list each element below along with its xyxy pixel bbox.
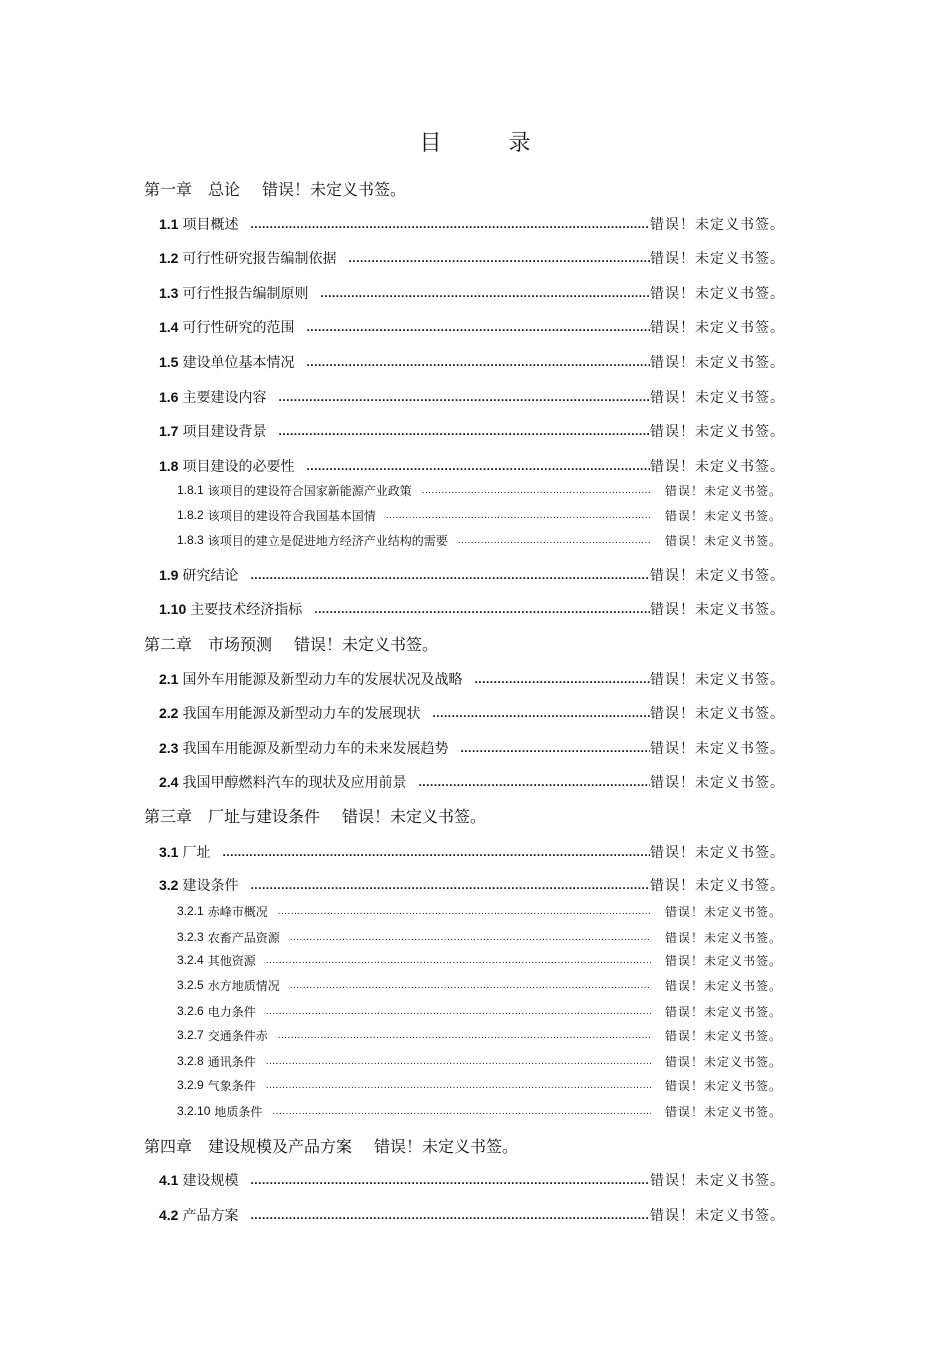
- toc-dot-leader: [306, 355, 650, 369]
- toc-page-ref: 错误！未定义书签。: [650, 251, 785, 267]
- toc-entry-label: 其他资源: [207, 953, 256, 968]
- toc-subsection-entry[interactable]: [177, 975, 782, 995]
- toc-dot-leader: [314, 602, 650, 616]
- toc-entry-label: 项目建设的必要性: [182, 459, 295, 475]
- toc-entry-number: 1.7: [159, 423, 179, 439]
- toc-dot-leader: [306, 459, 650, 473]
- toc-entry-number: 1.8: [159, 458, 179, 474]
- toc-section-entry[interactable]: [159, 840, 785, 864]
- toc-dot-leader: [266, 1056, 651, 1067]
- toc-page-ref: 错误！未定义书签。: [650, 878, 785, 894]
- toc-dot-leader: [290, 932, 651, 943]
- toc-entry-number: 1.3: [159, 285, 179, 301]
- toc-dot-leader: [320, 286, 650, 300]
- toc-entry-label: 我国甲醇燃料汽车的现状及应用前景: [182, 775, 407, 791]
- toc-page-ref: 错误！未定义书签。: [664, 953, 782, 968]
- toc-chapter-entry[interactable]: [144, 803, 486, 827]
- toc-section-entry[interactable]: [159, 281, 785, 305]
- toc-entry-label: 我国车用能源及新型动力车的发展现状: [182, 706, 421, 722]
- toc-dot-leader: [278, 390, 650, 404]
- toc-dot-leader: [266, 1080, 651, 1091]
- toc-entry-number: 3.2.9: [177, 1078, 204, 1092]
- toc-section-entry[interactable]: [159, 736, 785, 760]
- toc-section-entry[interactable]: [159, 701, 785, 725]
- toc-subsection-entry[interactable]: [177, 1075, 782, 1095]
- toc-entry-label: 总论: [208, 179, 241, 199]
- toc-subsection-entry[interactable]: [177, 1001, 782, 1021]
- toc-dot-leader: [418, 775, 650, 789]
- toc-page-ref: 错误！未定义书签。: [664, 1004, 782, 1019]
- toc-section-entry[interactable]: [159, 770, 785, 794]
- toc-section-entry[interactable]: [159, 1168, 785, 1192]
- toc-entry-number: 3.2.5: [177, 978, 204, 992]
- toc-entry-number: 第二章: [144, 634, 193, 654]
- toc-dot-leader: [250, 1173, 650, 1187]
- toc-entry-number: 1.8.2: [177, 508, 204, 522]
- toc-entry-label: 地质条件: [214, 1104, 263, 1119]
- toc-page-ref: 错误！未定义书签。: [374, 1136, 519, 1156]
- toc-entry-label: 建设条件: [182, 878, 239, 894]
- toc-chapter-entry[interactable]: [144, 1133, 518, 1157]
- toc-entry-number: 3.2.7: [177, 1028, 204, 1042]
- toc-entry-label: 建设规模: [182, 1173, 239, 1189]
- toc-entry-number: 第三章: [144, 806, 193, 826]
- toc-entry-number: 4.1: [159, 1172, 179, 1188]
- toc-entry-label: 该项目的建设符合我国基本国情: [207, 508, 376, 523]
- toc-entry-label: 厂址与建设条件: [208, 806, 321, 826]
- toc-entry-label: 交通条件赤: [207, 1028, 268, 1043]
- toc-entry-label: 建设单位基本情况: [182, 355, 295, 371]
- toc-dot-leader: [250, 878, 650, 892]
- toc-section-entry[interactable]: [159, 454, 785, 478]
- toc-entry-label: 厂址: [182, 845, 211, 861]
- toc-page-ref: 错误！未定义书签。: [664, 978, 782, 993]
- toc-entry-label: 该项目的建设符合国家新能源产业政策: [207, 483, 412, 498]
- toc-entry-number: 2.1: [159, 671, 179, 687]
- toc-page-ref: 错误！未定义书签。: [342, 806, 487, 826]
- toc-page-ref: 错误！未定义书签。: [664, 1028, 782, 1043]
- toc-subsection-entry[interactable]: [177, 480, 782, 500]
- toc-page-ref: 错误！未定义书签。: [650, 459, 785, 475]
- toc-page-ref: 错误！未定义书签。: [650, 424, 785, 440]
- toc-entry-number: 3.2.10: [177, 1104, 211, 1118]
- toc-entry-label: 可行性研究报告编制依据: [182, 251, 337, 267]
- toc-entry-number: 1.4: [159, 319, 179, 335]
- toc-page-ref: 错误！未定义书签。: [650, 286, 785, 302]
- toc-entry-number: 1.2: [159, 250, 179, 266]
- toc-entry-number: 2.2: [159, 705, 179, 721]
- toc-subsection-entry[interactable]: [177, 1101, 782, 1121]
- toc-entry-label: 项目建设背景: [182, 424, 267, 440]
- toc-entry-label: 赤峰市概况: [207, 904, 268, 919]
- toc-section-entry[interactable]: [159, 597, 785, 621]
- toc-dot-leader: [272, 1106, 651, 1117]
- toc-page-ref: 错误！未定义书签。: [650, 1173, 785, 1189]
- toc-entry-label: 市场预测: [208, 634, 273, 654]
- toc-dot-leader: [250, 217, 650, 231]
- toc-page-ref: 错误！未定义书签。: [664, 1054, 782, 1069]
- toc-page-ref: 错误！未定义书签。: [664, 1104, 782, 1119]
- toc-subsection-entry[interactable]: [177, 1025, 782, 1045]
- toc-entry-label: 主要技术经济指标: [190, 602, 303, 618]
- toc-page-ref: 错误！未定义书签。: [650, 706, 785, 722]
- toc-entry-label: 电力条件: [207, 1004, 256, 1019]
- toc-entry-number: 3.2.6: [177, 1004, 204, 1018]
- toc-dot-leader: [460, 741, 650, 755]
- toc-page-ref: 错误！未定义书签。: [650, 217, 785, 233]
- toc-subsection-entry[interactable]: [177, 1051, 782, 1071]
- toc-dot-leader: [386, 510, 651, 521]
- toc-page-ref: 错误！未定义书签。: [650, 355, 785, 371]
- toc-section-entry[interactable]: [159, 419, 785, 443]
- toc-section-entry[interactable]: [159, 873, 785, 897]
- toc-dot-leader: [348, 251, 650, 265]
- toc-dot-leader: [290, 980, 651, 991]
- toc-entry-number: 第一章: [144, 179, 193, 199]
- toc-page-ref: 错误！未定义书签。: [650, 741, 785, 757]
- toc-page-ref: 错误！未定义书签。: [664, 904, 782, 919]
- toc-dot-leader: [222, 845, 650, 859]
- toc-dot-leader: [278, 424, 650, 438]
- toc-page-ref: 错误！未定义书签。: [664, 508, 782, 523]
- toc-entry-number: 2.4: [159, 774, 179, 790]
- toc-subsection-entry[interactable]: [177, 530, 782, 550]
- toc-entry-number: 1.6: [159, 389, 179, 405]
- toc-subsection-entry[interactable]: [177, 950, 782, 970]
- toc-chapter-entry[interactable]: [144, 631, 438, 655]
- toc-entry-label: 该项目的建立是促进地方经济产业结构的需要: [207, 533, 448, 548]
- toc-entry-number: 3.2.1: [177, 904, 204, 918]
- toc-entry-number: 第四章: [144, 1136, 193, 1156]
- toc-entry-label: 可行性研究的范围: [182, 320, 295, 336]
- toc-page-ref: 错误！未定义书签。: [664, 483, 782, 498]
- toc-subsection-entry[interactable]: [177, 505, 782, 525]
- toc-page-ref: 错误！未定义书签。: [650, 390, 785, 406]
- toc-section-entry[interactable]: [159, 667, 785, 691]
- toc-entry-label: 主要建设内容: [182, 390, 267, 406]
- toc-page-ref: 错误！未定义书签。: [294, 634, 439, 654]
- toc-entry-label: 我国车用能源及新型动力车的未来发展趋势: [182, 741, 449, 757]
- toc-entry-label: 水方地质情况: [207, 978, 280, 993]
- toc-entry-number: 3.2.3: [177, 930, 204, 944]
- toc-dot-leader: [458, 535, 651, 546]
- toc-entry-label: 可行性报告编制原则: [182, 286, 309, 302]
- toc-dot-leader: [278, 1030, 651, 1041]
- toc-entry-number: 3.1: [159, 844, 179, 860]
- toc-dot-leader: [250, 1208, 650, 1222]
- toc-section-entry[interactable]: [159, 563, 785, 587]
- toc-page-ref: 错误！未定义书签。: [650, 568, 785, 584]
- toc-page-ref: 错误！未定义书签。: [650, 320, 785, 336]
- toc-entry-label: 通讯条件: [207, 1054, 256, 1069]
- toc-page-ref: 错误！未定义书签。: [650, 1208, 785, 1224]
- toc-section-entry[interactable]: [159, 246, 785, 270]
- toc-section-entry[interactable]: [159, 1203, 785, 1227]
- toc-entry-label: 气象条件: [207, 1078, 256, 1093]
- page-title: 目 录: [419, 131, 561, 156]
- toc-dot-leader: [266, 1006, 651, 1017]
- toc-page-ref: 错误！未定义书签。: [664, 533, 782, 548]
- toc-page-ref: 错误！未定义书签。: [650, 672, 785, 688]
- toc-entry-number: 2.3: [159, 740, 179, 756]
- toc-entry-number: 3.2.8: [177, 1054, 204, 1068]
- toc-dot-leader: [474, 672, 650, 686]
- toc-dot-leader: [250, 568, 650, 582]
- toc-page-ref: 错误！未定义书签。: [664, 930, 782, 945]
- toc-entry-number: 1.8.1: [177, 483, 204, 497]
- toc-subsection-entry[interactable]: [177, 901, 782, 921]
- toc-entry-number: 3.2: [159, 877, 179, 893]
- toc-entry-label: 国外车用能源及新型动力车的发展状况及战略: [182, 672, 463, 688]
- toc-entry-number: 1.10: [159, 601, 187, 617]
- toc-entry-number: 3.2.4: [177, 953, 204, 967]
- toc-page-ref: 错误！未定义书签。: [650, 845, 785, 861]
- toc-dot-leader: [422, 485, 651, 496]
- toc-entry-label: 产品方案: [182, 1208, 239, 1224]
- toc-chapter-entry[interactable]: [144, 176, 406, 200]
- toc-dot-leader: [306, 320, 650, 334]
- toc-entry-label: 项目概述: [182, 217, 239, 233]
- toc-page-ref: 错误！未定义书签。: [262, 179, 407, 199]
- toc-entry-number: 1.8.3: [177, 533, 204, 547]
- toc-entry-label: 建设规模及产品方案: [208, 1136, 353, 1156]
- toc-entry-number: 1.5: [159, 354, 179, 370]
- toc-dot-leader: [278, 906, 651, 917]
- toc-section-entry[interactable]: [159, 315, 785, 339]
- toc-dot-leader: [432, 706, 650, 720]
- toc-section-entry[interactable]: [159, 212, 785, 236]
- toc-entry-label: 农畜产品资源: [207, 930, 280, 945]
- toc-section-entry[interactable]: [159, 385, 785, 409]
- toc-entry-number: 1.1: [159, 216, 179, 232]
- toc-section-entry[interactable]: [159, 350, 785, 374]
- toc-entry-number: 4.2: [159, 1207, 179, 1223]
- toc-entry-label: 研究结论: [182, 568, 239, 584]
- toc-dot-leader: [266, 955, 651, 966]
- toc-subsection-entry[interactable]: [177, 927, 782, 947]
- toc-page-ref: 错误！未定义书签。: [664, 1078, 782, 1093]
- toc-page-ref: 错误！未定义书签。: [650, 602, 785, 618]
- toc-entry-number: 1.9: [159, 567, 179, 583]
- toc-page-ref: 错误！未定义书签。: [650, 775, 785, 791]
